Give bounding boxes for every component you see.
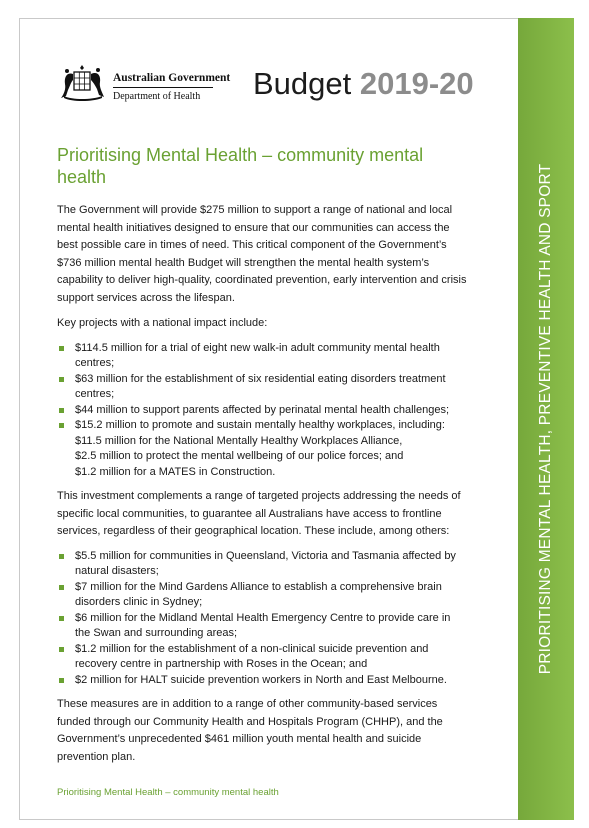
- sidebar-band: [518, 18, 574, 820]
- main-content: [57, 144, 467, 774]
- list-item: [57, 418, 467, 480]
- closing-paragraph: These measures are in addition to a range of other community-based services funded through our Community Health and Hospitals Program (CHHP), and the Government’s unprecedented $461 million youth mental health and suicide prevention plan.: [57, 698, 443, 763]
- sub-item-text: $2.5 million to protect the mental wellbeing of our police forces; and: [75, 450, 404, 462]
- list-item: [57, 611, 467, 642]
- bullet-icon: [59, 423, 64, 428]
- sub-item-text: $11.5 million for the National Mentally Healthy Workplaces Alliance,: [75, 434, 403, 447]
- intro-paragraph: The Government will provide $275 million to support a range of national and local mental health initiatives designed to ensure that our communities can access the best possible care in times of need. This critical component of the Government’s $736 million mental health Budget will strengthen the mental health system’s capability to deliver high-quality, coordinated prevention, early intervention and crisis support services across the lifespan.: [57, 204, 467, 304]
- list-item-text: $5.5 million for communities in Queensland, Victoria and Tasmania affected by natural disasters;: [75, 549, 456, 577]
- list-item: [57, 341, 467, 372]
- local-projects-list: [57, 549, 467, 689]
- list-item: [57, 580, 467, 611]
- list-item-text: $15.2 million to promote and sustain mentally healthy workplaces, including:: [75, 419, 445, 431]
- list-item: [57, 673, 467, 689]
- list-item: [57, 403, 467, 419]
- sidebar-title: PRIORITISING MENTAL HEALTH, PREVENTIVE HEALTH AND SPORT: [537, 163, 554, 675]
- bullet-icon: [59, 585, 64, 590]
- department-name: Department of Health: [113, 91, 201, 102]
- list-item-text: $2 million for HALT suicide prevention workers in North and East Melbourne.: [75, 673, 447, 686]
- list-item: [57, 372, 467, 403]
- list-item-text: $63 million for the establishment of six residential eating disorders treatment centres;: [75, 372, 446, 400]
- bullet-icon: [59, 346, 64, 351]
- bullet-icon: [59, 616, 64, 621]
- government-divider: [113, 87, 213, 88]
- header: [56, 60, 476, 110]
- budget-word: Budget: [253, 66, 352, 101]
- government-name: Australian Government: [113, 72, 231, 84]
- list-item-text: $1.2 million for the establishment of a non-clinical suicide prevention and recovery centre in partnership with Roses in the Ocean; and: [75, 642, 429, 670]
- list-item-text: $114.5 million for a trial of eight new walk-in adult community mental health centres;: [75, 341, 440, 369]
- bullet-icon: [59, 408, 64, 413]
- bullet-icon: [59, 377, 64, 382]
- coat-of-arms-icon: [56, 62, 108, 104]
- page-title: Prioritising Mental Health – community mental health: [57, 145, 424, 187]
- government-block: [113, 72, 230, 102]
- bullet-icon: [59, 678, 64, 683]
- sub-item-text: $1.2 million for a MATES in Construction.: [75, 465, 276, 478]
- list-item-text: $6 million for the Midland Mental Health Emergency Centre to provide care in the Swan and surrounding areas;: [75, 611, 451, 639]
- key-projects-list: [57, 341, 467, 481]
- list-item: [57, 549, 467, 580]
- list-item-text: $44 million to support parents affected by perinatal mental health challenges;: [75, 403, 450, 416]
- budget-title: [253, 66, 474, 102]
- bullet-icon: [59, 647, 64, 652]
- footer-text: Prioritising Mental Health – community mental health: [57, 787, 279, 798]
- key-projects-heading: Key projects with a national impact include:: [57, 317, 268, 329]
- list-item: [57, 642, 467, 673]
- bullet-icon: [59, 554, 64, 559]
- budget-year: 2019-20: [359, 66, 474, 101]
- list-item-text: $7 million for the Mind Gardens Alliance to establish a comprehensive brain disorders clinic in Sydney;: [75, 580, 442, 608]
- investment-paragraph: This investment complements a range of targeted projects addressing the needs of specific local communities, to guarantee all Australians have access to frontline services, regardless of their geographical location. These include, among others:: [57, 490, 461, 537]
